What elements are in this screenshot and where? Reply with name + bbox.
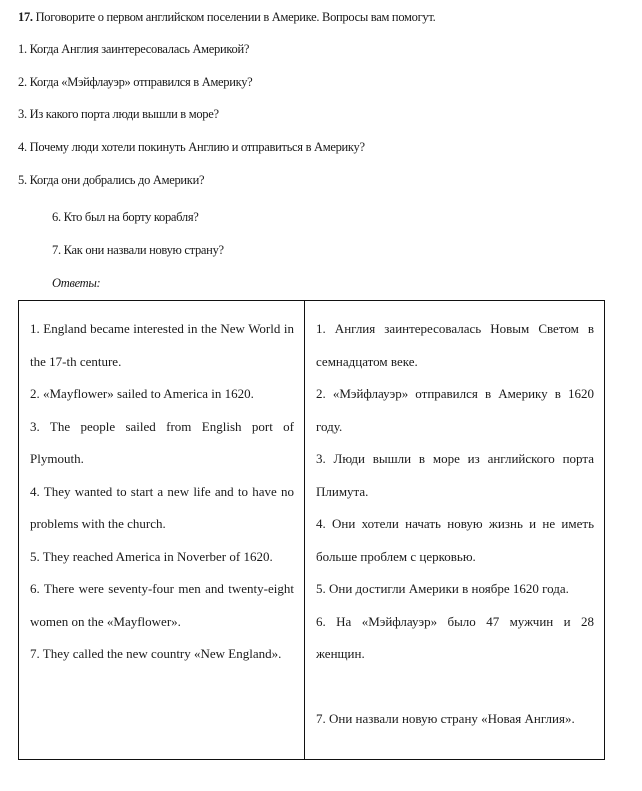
russian-answer-7: 7. Они назвали новую страну «Новая Англия». (316, 711, 575, 726)
english-answer-1: 1. England became interested in the New World in the 17-th centure. (30, 321, 294, 369)
english-answer-2: 2. «Mayflower» sailed to America in 1620. (30, 386, 254, 401)
english-answer-7: 7. They called the new country «New England». (30, 646, 282, 661)
english-answers-column (19, 301, 305, 759)
russian-answers-column (305, 301, 604, 759)
russian-answer-6: 6. На «Мэйфлауэр» было 47 мужчин и 28 женщин. (316, 613, 594, 661)
task-number: 17. (18, 10, 33, 24)
answers-table (18, 300, 605, 760)
question-5: 5. Когда они добрались до Америки? (18, 173, 205, 187)
russian-answer-3: 3. Люди вышли в море из английского порта Плимута. (316, 451, 594, 499)
answers-label: Ответы: (52, 276, 101, 290)
question-3: 3. Из какого порта люди вышли в море? (18, 107, 219, 121)
task-title: Поговорите о первом английском поселении в Америке. Вопросы вам помогут. (35, 10, 436, 24)
question-2: 2. Когда «Мэйфлауэр» отправился в Америку? (18, 75, 253, 89)
question-7: 7. Как они назвали новую страну? (52, 243, 224, 257)
question-4: 4. Почему люди хотели покинуть Англию и отправиться в Америку? (18, 140, 365, 154)
blank-line (316, 671, 594, 704)
russian-answer-2: 2. «Мэйфлауэр» отправился в Америку в 1620 году. (316, 386, 594, 434)
question-1: 1. Когда Англия заинтересовалась Америкой? (18, 42, 250, 56)
english-answer-3: 3. The people sailed from English port of Plymouth. (30, 418, 294, 466)
task-heading (18, 10, 435, 25)
russian-answer-5: 5. Они достигли Америки в ноябре 1620 года. (316, 581, 569, 596)
english-answer-5: 5. They reached America in Noverber of 1620. (30, 548, 273, 564)
russian-answer-4: 4. Они хотели начать новую жизнь и не иметь больше проблем с церковью. (316, 516, 594, 564)
english-answer-6: 6. There were seventy-four men and twenty-eight women on the «Mayflower». (30, 581, 294, 629)
question-6: 6. Кто был на борту корабля? (52, 210, 199, 224)
russian-answer-1: 1. Англия заинтересовалась Новым Светом в семнадцатом веке. (316, 321, 594, 369)
english-answer-4: 4. They wanted to start a new life and to have no problems with the church. (30, 483, 294, 531)
